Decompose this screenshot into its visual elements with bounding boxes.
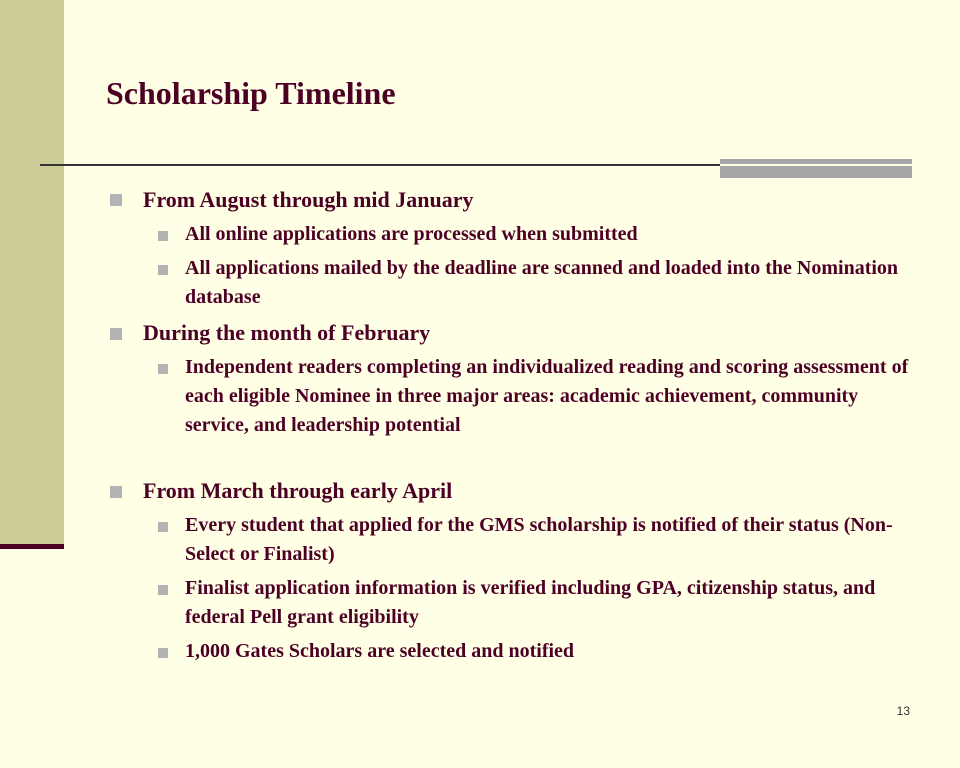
bullet-square-icon [110,194,122,206]
title-divider [40,164,720,166]
title-divider-block [720,159,912,178]
sub-bullet-item: Finalist application information is verified including GPA, citizenship status, and federal Pell grant eligibility [185,577,876,628]
left-accent-band [0,0,64,544]
slide-title: Scholarship Timeline [106,75,396,111]
sub-bullet-item: Independent readers completing an individualized reading and scoring assessment of each eligible Nominee in three major areas: academic achievement, community service, and leadership potential [185,356,909,436]
sub-bullet-item: 1,000 Gates Scholars are selected and notified [185,640,575,662]
bullet-square-icon [158,231,168,241]
sub-bullet-item: All online applications are processed when submitted [185,223,638,245]
sub-bullet-item: Every student that applied for the GMS scholarship is notified of their status (Non-Select or Finalist) [185,514,893,565]
bullet-square-icon [110,486,122,498]
page-number: 13 [896,704,910,718]
bullet-square-icon [110,328,122,340]
left-accent-underline [0,544,64,549]
bullet-item: From August through mid January [143,187,474,212]
bullet-square-icon [158,522,168,532]
bullet-item: During the month of February [143,320,431,345]
bullet-square-icon [158,648,168,658]
sub-bullet-item: All applications mailed by the deadline are scanned and loaded into the Nomination database [185,257,899,308]
bullet-square-icon [158,364,168,374]
bullet-square-icon [158,265,168,275]
bullet-item: From March through early April [143,478,453,503]
bullet-square-icon [158,585,168,595]
